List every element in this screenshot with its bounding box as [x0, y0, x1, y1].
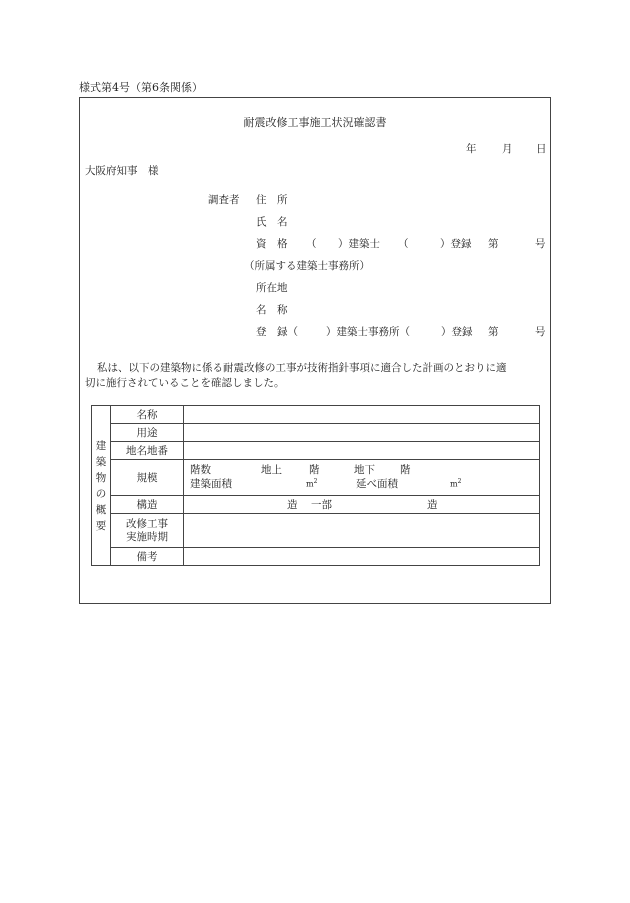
name-label: 氏 名 [256, 216, 288, 228]
office-heading: （所属する建築士事務所） [244, 260, 370, 272]
structure-partial: 一部 [311, 499, 332, 511]
office-number-suffix: 号 [535, 326, 546, 338]
qualification-label: 資 格 [256, 238, 288, 250]
qualification-architect[interactable]: ）建築士 [338, 238, 380, 250]
overview-side-label: 建 築 物 の 概 要 [92, 406, 111, 566]
building-area-label: 建築面積 [190, 478, 232, 490]
office-location-label: 所在地 [256, 282, 288, 294]
below-floor-unit: 階 [400, 464, 411, 476]
qualification-number-prefix: 第 [488, 238, 499, 250]
building-overview-table [91, 405, 540, 566]
total-area-label: 延べ面積 [356, 478, 398, 490]
office-registration-reg[interactable]: ）登録 [441, 326, 473, 338]
remarks-value[interactable] [184, 548, 540, 566]
building-area-unit: $m^2$ [306, 478, 318, 489]
name-value[interactable] [184, 406, 540, 424]
row-label-lot: 地名地番 [111, 442, 184, 460]
date-year[interactable]: 年 [466, 143, 477, 155]
scale-value[interactable] [184, 460, 540, 496]
date-day[interactable]: 日 [536, 143, 547, 155]
floors-label: 階数 [190, 464, 211, 476]
qualification-open-paren: （ [306, 238, 317, 250]
row-label-use: 用途 [111, 424, 184, 442]
office-number-prefix: 第 [488, 326, 499, 338]
statement-line-1: 私は、以下の建築物に係る耐震改修の工事が技術指針事項に適合した計画のとおりに適 [97, 362, 507, 374]
structure-zou-1: 造 [287, 499, 298, 511]
row-label-name: 名称 [111, 406, 184, 424]
lot-value[interactable] [184, 442, 540, 460]
office-registration-label: 登 録（ [256, 326, 298, 338]
use-value[interactable] [184, 424, 540, 442]
structure-zou-2: 造 [427, 499, 438, 511]
qualification-number-suffix: 号 [535, 238, 546, 250]
office-registration-office[interactable]: ）建築士事務所（ [326, 326, 410, 338]
date-month[interactable]: 月 [502, 143, 513, 155]
below-ground-label: 地下 [354, 464, 375, 476]
row-label-period: 改修工事 実施時期 [111, 514, 184, 548]
total-area-unit: $m^2$ [450, 478, 462, 489]
above-ground-label: 地上 [261, 464, 282, 476]
recipient: 大阪府知事 様 [85, 165, 159, 177]
document-title: 耐震改修工事施工状況確認書 [243, 116, 387, 129]
period-value[interactable] [184, 514, 540, 548]
above-floor-unit: 階 [309, 464, 320, 476]
form-number: 様式第4号（第6条関係） [79, 81, 203, 94]
qualification-open-paren-2: （ [398, 238, 409, 250]
structure-value[interactable] [184, 496, 540, 514]
row-label-scale: 規模 [111, 460, 184, 496]
row-label-remarks: 備考 [111, 548, 184, 566]
row-label-structure: 構造 [111, 496, 184, 514]
investigator-label: 調査者 [208, 194, 240, 206]
qualification-registration[interactable]: ）登録 [440, 238, 472, 250]
statement-line-2: 切に施行されていることを確認しました。 [85, 377, 285, 389]
address-label: 住 所 [256, 194, 288, 206]
office-name-label: 名 称 [256, 304, 288, 316]
